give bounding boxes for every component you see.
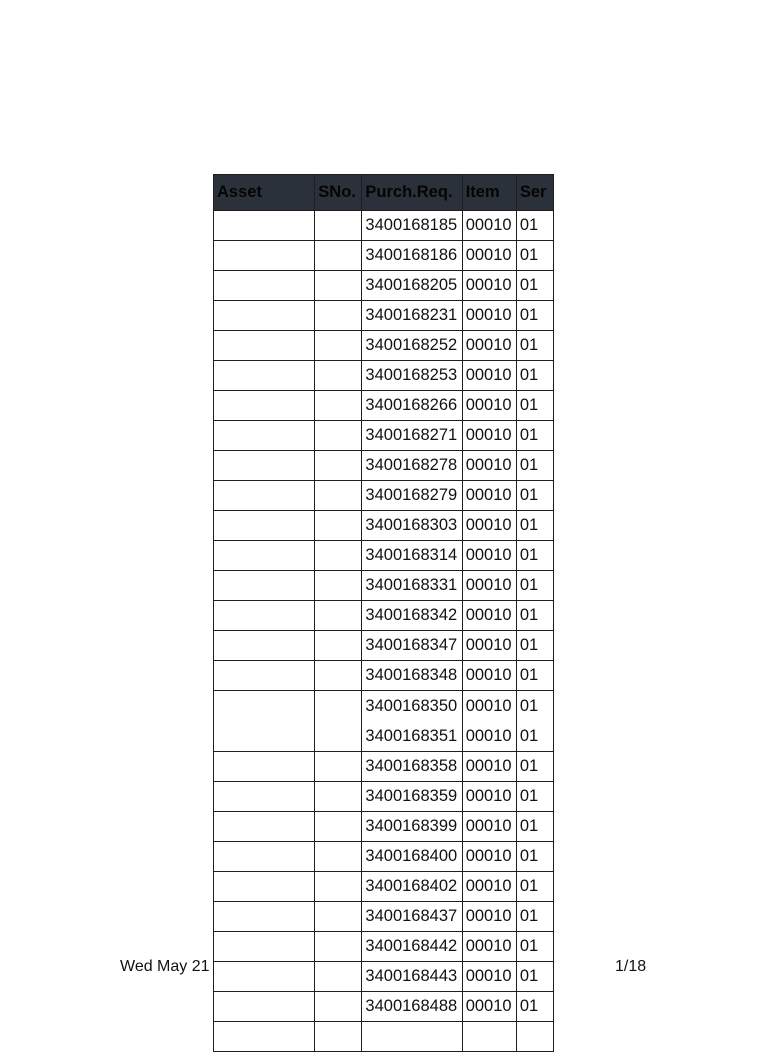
table-row	[214, 481, 554, 511]
cell-item: 00010	[462, 782, 516, 812]
cell-item: 00010	[462, 541, 516, 571]
cell-sno	[315, 872, 362, 902]
cell-purch-req: 3400168185	[362, 211, 462, 241]
cell-sno	[315, 842, 362, 872]
cell-purch-req: 3400168279	[362, 481, 462, 511]
cell-sno	[315, 631, 362, 661]
cell-asset	[214, 661, 315, 691]
cell-ser: 01	[516, 271, 553, 301]
cell-ser: 01	[516, 631, 553, 661]
cell-asset	[214, 752, 315, 782]
cell-purch-req: 3400168253	[362, 361, 462, 391]
table-row	[214, 301, 554, 331]
cell-purch-req: 3400168347	[362, 631, 462, 661]
table-row	[214, 962, 554, 992]
cell-item: 00010	[462, 902, 516, 932]
cell-ser: 01	[516, 571, 553, 601]
table-row	[214, 812, 554, 842]
cell-purch-req: 3400168359	[362, 782, 462, 812]
table-row	[214, 421, 554, 451]
cell-ser: 01 01	[516, 691, 553, 752]
cell-purch-req: 3400168342	[362, 601, 462, 631]
cell-ser: 01	[516, 601, 553, 631]
cell-asset	[214, 481, 315, 511]
cell-sno	[315, 271, 362, 301]
cell-purch-req: 3400168252	[362, 331, 462, 361]
cell-asset	[214, 331, 315, 361]
cell-item: 00010	[462, 932, 516, 962]
cell-item: 00010	[462, 421, 516, 451]
table-row	[214, 571, 554, 601]
cell-purch-req: 3400168303	[362, 511, 462, 541]
cell-item: 00010	[462, 271, 516, 301]
cell-sno	[315, 782, 362, 812]
table-row	[214, 541, 554, 571]
cell-ser: 01	[516, 992, 553, 1022]
cell-sno	[315, 361, 362, 391]
table-row	[214, 661, 554, 691]
table-row	[214, 241, 554, 271]
cell-asset	[214, 241, 315, 271]
cell-item	[462, 1022, 516, 1052]
column-header-item: Item	[462, 175, 516, 211]
cell-asset	[214, 631, 315, 661]
cell-asset	[214, 301, 315, 331]
cell-sno	[315, 541, 362, 571]
cell-item: 00010	[462, 481, 516, 511]
cell-item: 00010	[462, 301, 516, 331]
cell-ser: 01	[516, 962, 553, 992]
cell-ser: 01	[516, 872, 553, 902]
cell-ser: 01	[516, 932, 553, 962]
cell-purch-req: 3400168437	[362, 902, 462, 932]
cell-sno	[315, 241, 362, 271]
cell-item: 00010	[462, 812, 516, 842]
cell-purch-req: 3400168186	[362, 241, 462, 271]
cell-sno	[315, 812, 362, 842]
cell-ser: 01	[516, 782, 553, 812]
table-row	[214, 1022, 554, 1052]
cell-item: 00010	[462, 962, 516, 992]
cell-ser: 01	[516, 541, 553, 571]
table-row	[214, 391, 554, 421]
table-header	[214, 175, 554, 211]
cell-ser: 01	[516, 451, 553, 481]
cell-sno	[315, 571, 362, 601]
table-row	[214, 872, 554, 902]
table-row	[214, 331, 554, 361]
table-row	[214, 842, 554, 872]
cell-asset	[214, 902, 315, 932]
cell-ser: 01	[516, 752, 553, 782]
table-row	[214, 451, 554, 481]
cell-item: 00010	[462, 571, 516, 601]
cell-sno	[315, 451, 362, 481]
table-row	[214, 932, 554, 962]
cell-asset	[214, 842, 315, 872]
cell-ser: 01	[516, 481, 553, 511]
cell-sno	[315, 511, 362, 541]
cell-item: 00010	[462, 511, 516, 541]
table-row	[214, 691, 554, 752]
cell-item: 00010	[462, 361, 516, 391]
cell-purch-req: 3400168271	[362, 421, 462, 451]
cell-ser: 01	[516, 361, 553, 391]
cell-purch-req: 3400168442	[362, 932, 462, 962]
cell-sno	[315, 992, 362, 1022]
table-row	[214, 782, 554, 812]
cell-sno	[315, 752, 362, 782]
table-row	[214, 511, 554, 541]
cell-item: 00010	[462, 752, 516, 782]
cell-asset	[214, 421, 315, 451]
cell-asset	[214, 571, 315, 601]
cell-sno	[315, 391, 362, 421]
cell-purch-req: 3400168358	[362, 752, 462, 782]
cell-purch-req: 3400168488	[362, 992, 462, 1022]
cell-ser: 01	[516, 241, 553, 271]
table-body	[214, 211, 554, 1052]
cell-asset	[214, 962, 315, 992]
cell-asset	[214, 271, 315, 301]
cell-asset	[214, 451, 315, 481]
cell-purch-req: 3400168443	[362, 962, 462, 992]
cell-item: 00010	[462, 391, 516, 421]
table-row	[214, 902, 554, 932]
cell-purch-req: 3400168399	[362, 812, 462, 842]
cell-ser: 01	[516, 902, 553, 932]
cell-sno	[315, 211, 362, 241]
cell-asset	[214, 361, 315, 391]
table-row	[214, 631, 554, 661]
cell-item: 00010	[462, 451, 516, 481]
cell-item: 00010	[462, 661, 516, 691]
cell-item: 00010	[462, 601, 516, 631]
cell-ser: 01	[516, 301, 553, 331]
cell-purch-req: 3400168348	[362, 661, 462, 691]
cell-ser	[516, 1022, 553, 1052]
table-header-row	[214, 175, 554, 211]
cell-ser: 01	[516, 842, 553, 872]
cell-ser: 01	[516, 421, 553, 451]
footer-date: Wed May 21	[120, 958, 210, 975]
column-header-sno: SNo.	[315, 175, 362, 211]
table-row	[214, 601, 554, 631]
cell-asset	[214, 511, 315, 541]
cell-item: 00010	[462, 241, 516, 271]
table-row	[214, 992, 554, 1022]
cell-item: 00010	[462, 631, 516, 661]
cell-asset	[214, 992, 315, 1022]
cell-purch-req: 3400168402	[362, 872, 462, 902]
table-row	[214, 211, 554, 241]
cell-purch-req: 3400168231	[362, 301, 462, 331]
column-header-purch-req: Purch.Req.	[362, 175, 462, 211]
cell-item: 00010	[462, 211, 516, 241]
cell-asset	[214, 812, 315, 842]
cell-ser: 01	[516, 391, 553, 421]
table-row	[214, 271, 554, 301]
cell-item: 00010	[462, 872, 516, 902]
cell-item: 00010 00010	[462, 691, 516, 752]
cell-item: 00010	[462, 842, 516, 872]
cell-sno	[315, 481, 362, 511]
cell-asset	[214, 211, 315, 241]
cell-purch-req: 3400168266	[362, 391, 462, 421]
cell-sno	[315, 691, 362, 752]
cell-sno	[315, 962, 362, 992]
cell-ser: 01	[516, 211, 553, 241]
column-header-asset: Asset	[214, 175, 315, 211]
cell-ser: 01	[516, 661, 553, 691]
cell-asset	[214, 691, 315, 752]
cell-ser: 01	[516, 511, 553, 541]
footer-page-number: 1/18	[615, 958, 647, 975]
cell-asset	[214, 782, 315, 812]
cell-asset	[214, 541, 315, 571]
cell-sno	[315, 601, 362, 631]
cell-sno	[315, 902, 362, 932]
cell-sno	[315, 331, 362, 361]
cell-purch-req: 3400168400	[362, 842, 462, 872]
table-row	[214, 361, 554, 391]
cell-sno	[315, 932, 362, 962]
cell-asset	[214, 601, 315, 631]
cell-ser: 01	[516, 331, 553, 361]
cell-ser: 01	[516, 812, 553, 842]
cell-asset	[214, 391, 315, 421]
cell-asset	[214, 932, 315, 962]
cell-sno	[315, 421, 362, 451]
column-header-ser: Ser	[516, 175, 553, 211]
cell-sno	[315, 1022, 362, 1052]
cell-purch-req: 3400168350 3400168351	[362, 691, 462, 752]
table-row	[214, 752, 554, 782]
cell-purch-req: 3400168314	[362, 541, 462, 571]
cell-purch-req: 3400168331	[362, 571, 462, 601]
purchase-requisition-table	[213, 174, 554, 1052]
cell-item: 00010	[462, 992, 516, 1022]
cell-asset	[214, 1022, 315, 1052]
cell-item: 00010	[462, 331, 516, 361]
cell-purch-req: 3400168205	[362, 271, 462, 301]
cell-asset	[214, 872, 315, 902]
cell-purch-req	[362, 1022, 462, 1052]
cell-sno	[315, 661, 362, 691]
cell-purch-req: 3400168278	[362, 451, 462, 481]
cell-sno	[315, 301, 362, 331]
